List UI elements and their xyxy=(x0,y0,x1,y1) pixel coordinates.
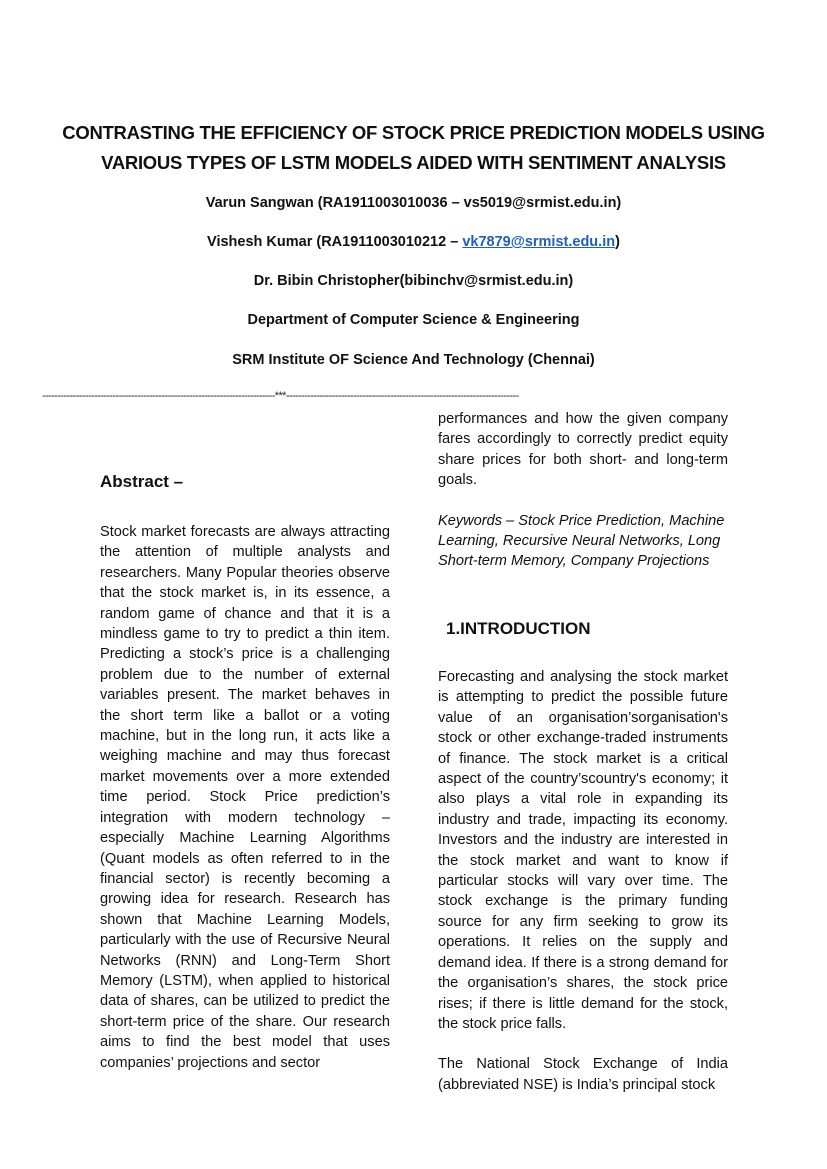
keywords: Keywords – Stock Price Prediction, Machine Learning, Recursive Neural Networks, Long Short-term Memory, Company Projections xyxy=(438,512,725,570)
introduction-para-2: The National Stock Exchange of India (abbreviated NSE) is India’s principal stock xyxy=(438,1056,728,1093)
abstract-heading: Abstract – xyxy=(100,472,184,491)
introduction-heading: 1.INTRODUCTION xyxy=(446,619,591,638)
title-line-2: VARIOUS TYPES OF LSTM MODELS AIDED WITH SENTIMENT ANALYSIS xyxy=(101,152,726,173)
author-2 xyxy=(0,232,827,252)
author-1: Varun Sangwan (RA1911003010036 – vs5019@srmist.edu.in) xyxy=(205,195,622,211)
title-line-1: CONTRASTING THE EFFICIENCY OF STOCK PRICE PREDICTION MODELS USING xyxy=(62,122,765,143)
author-2-email-link[interactable]: vk7879@srmist.edu.in xyxy=(462,234,616,250)
introduction-para-1: Forecasting and analysing the stock market is attempting to predict the possible future value of an organisation’sorganisation's stock or other exchange-traded instruments of finance. The stock market is a critical aspect of the country’scountry's economy; it also plays a vital role in expanding its industry and trade, impacting its economy. Investors and the industry are interested in the stock market and want to know if particular stocks will vary over time. The stock exchange is the primary funding source for any firm seeking to grow its operations. It relies on the supply and demand idea. If there is a strong demand for the organisation’s shares, the stock price rises; if there is little demand for the stock, the stock price falls. xyxy=(438,669,728,1032)
right-column-top xyxy=(438,409,728,572)
author-2-suffix: ) xyxy=(615,234,620,250)
author-2-name: Vishesh Kumar (RA1911003010212 – xyxy=(207,234,463,250)
department: Department of Computer Science & Engineering xyxy=(247,312,580,328)
abstract-body: Stock market forecasts are always attracting the attention of multiple analysts and researchers. Many Popular theories observe that the stock market is, in its essence, a random game of chance and that it is a mindless game to try to predict a thin item. Predicting a stock’s price is a challenging problem due to the number of external variables present. The market behaves in the short term like a ballot or a voting machine, but in the long run, it acts like a weighing machine and may thus forecast market movements over a more extended time period. Stock Price prediction’s integration with modern technology – especially Machine Learning Algorithms (Quant models as often referred to in the financial sector) is recently becoming a growing idea for research. Research has shown that Machine Learning Models, particularly with the use of Recursive Neural Networks (RNN) and Long-Term Short Memory (LSTM), when applied to historical data of shares, can be utilized to predict the short-term price of the share. Our research aims to find the best model that uses companies’ projections and sector xyxy=(100,524,390,1071)
abstract-continuation: performances and how the given company fares accordingly to correctly predict equity share prices for both short- and long-term goals. xyxy=(438,411,728,489)
institute: SRM Institute OF Science And Technology (Chennai) xyxy=(232,352,595,368)
abstract-column xyxy=(100,522,390,1073)
section-separator: ----------------------------------------------------------------------------***---------------------------------------------------------------------------- xyxy=(42,390,519,402)
introduction-column xyxy=(438,667,728,1095)
paper-title xyxy=(0,118,827,178)
author-3: Dr. Bibin Christopher(bibinchv@srmist.edu.in) xyxy=(253,273,574,289)
